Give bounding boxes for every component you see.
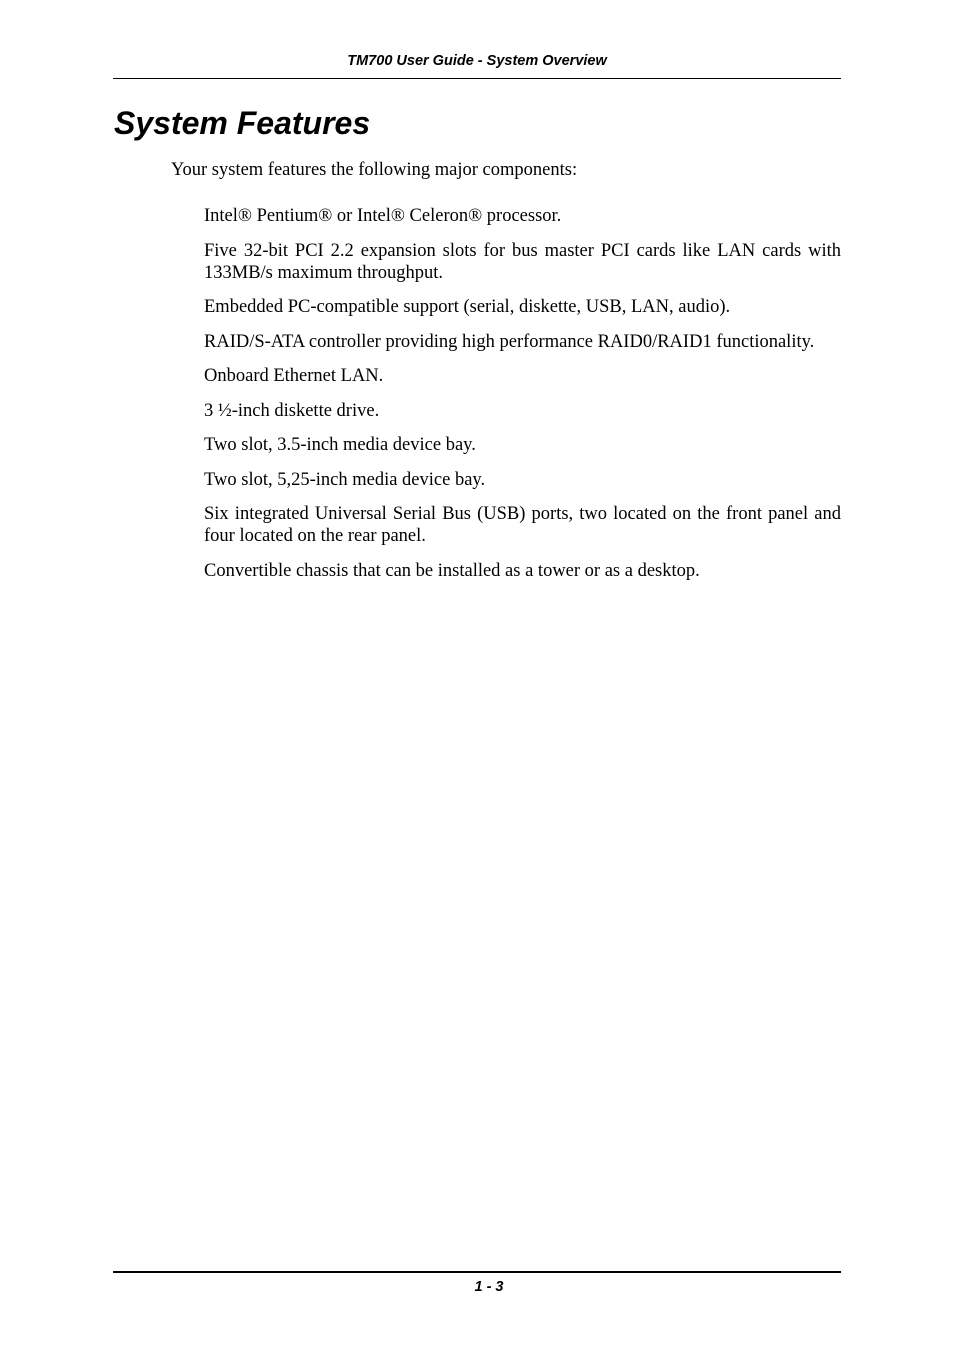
- feature-list: [204, 205, 841, 594]
- running-header: TM700 User Guide - System Overview: [347, 53, 607, 69]
- feature-item-embedded-support: Embedded PC-compatible support (serial, diskette, USB, LAN, audio).: [204, 297, 731, 317]
- feature-item-media-bay-525: Two slot, 5,25-inch media device bay.: [204, 469, 486, 490]
- feature-item-media-bay-35: Two slot, 3.5-inch media device bay.: [204, 435, 476, 455]
- page-title: System Features: [114, 105, 371, 141]
- feature-item-raid-controller: RAID/S-ATA controller providing high performance RAID0/RAID1 functionality.: [204, 331, 815, 352]
- intro-text: Your system features the following major components:: [171, 160, 578, 180]
- feature-item-ethernet: Onboard Ethernet LAN.: [204, 366, 384, 386]
- header-rule: [113, 78, 841, 79]
- feature-item-pci-slots: Five 32-bit PCI 2.2 expansion slots for bus master PCI cards like LAN cards with 133MB/s maximum throughput.: [204, 240, 841, 283]
- feature-item-chassis: Convertible chassis that can be installed as a tower or as a desktop.: [204, 560, 700, 581]
- footer-rule: [113, 1271, 841, 1273]
- feature-item-processor: Intel® Pentium® or Intel® Celeron® processor.: [204, 206, 562, 226]
- page-number: 1 - 3: [474, 1279, 504, 1295]
- feature-item-diskette: 3 ½-inch diskette drive.: [204, 400, 380, 421]
- feature-item-usb-ports: Six integrated Universal Serial Bus (USB) ports, two located on the front panel and four located on the rear panel.: [204, 504, 841, 546]
